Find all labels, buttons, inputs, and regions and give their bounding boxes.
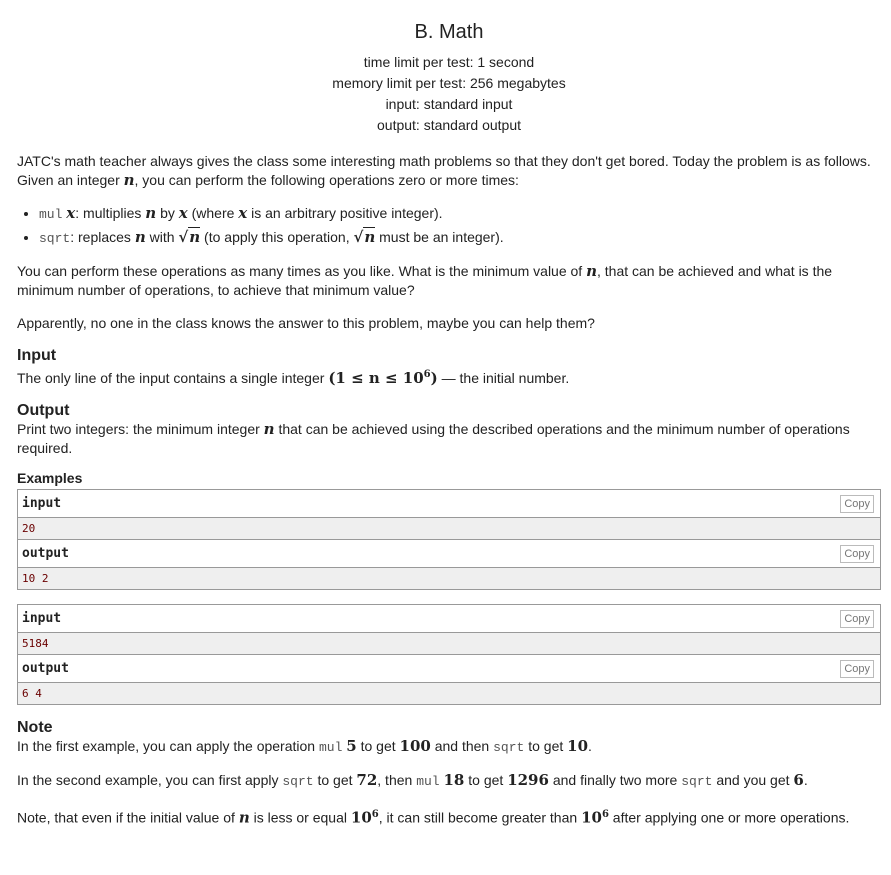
text: (where	[187, 205, 239, 221]
section-title: Note	[17, 719, 53, 736]
section-title: Input	[17, 347, 57, 364]
math: 18	[443, 771, 465, 789]
text: after applying one or more operations.	[608, 809, 850, 826]
exponent: 6	[423, 369, 431, 380]
math: (1 ≤ n ≤ 10	[328, 369, 424, 387]
code: sqrt	[493, 740, 525, 755]
exponent: 6	[371, 809, 379, 820]
output-file: output: standard output	[377, 117, 521, 133]
math-n: n	[134, 228, 146, 246]
input-specification	[17, 347, 881, 388]
math-n: n	[364, 228, 376, 246]
code: sqrt	[681, 774, 713, 789]
copy-output-button[interactable]: Copy	[840, 660, 874, 678]
math-n: n	[189, 228, 201, 246]
input-file: input: standard input	[385, 96, 513, 112]
text: .	[803, 772, 808, 788]
math-n: n	[123, 171, 135, 189]
text: to get	[464, 772, 508, 788]
math: 6	[793, 771, 804, 789]
text: : replaces	[70, 229, 135, 245]
math: 100	[399, 737, 431, 755]
math-n: n	[238, 808, 250, 827]
example-test-1	[17, 489, 881, 590]
sqrt-symbol: √	[353, 228, 364, 246]
list-item	[39, 226, 881, 250]
text: — the initial number.	[437, 370, 570, 386]
text: to get	[356, 738, 400, 754]
text: to get	[313, 772, 357, 788]
code: sqrt	[39, 231, 71, 246]
output-label: output	[22, 546, 69, 561]
section-title: Output	[17, 402, 70, 419]
math-n: n	[586, 262, 597, 280]
output-specification	[17, 402, 881, 458]
examples-title: Examples	[17, 470, 83, 486]
problem-statement	[0, 21, 891, 828]
output-data: 6 4	[18, 683, 880, 704]
math: 10	[581, 808, 602, 827]
exponent: 6	[601, 809, 609, 820]
math: 10	[567, 737, 589, 755]
input-data: 20	[18, 518, 880, 540]
operations-list	[17, 202, 881, 250]
math-x: x	[66, 204, 76, 222]
code: mul	[39, 207, 63, 222]
text: In the first example, you can apply the operation	[17, 738, 319, 754]
text: (to apply this operation,	[200, 229, 354, 245]
legend-paragraph-1	[17, 152, 881, 190]
list-item	[39, 202, 881, 226]
legend-paragraph-2	[17, 262, 881, 300]
math: 5	[346, 737, 357, 755]
text: with	[145, 229, 179, 245]
copy-input-button[interactable]: Copy	[840, 610, 874, 628]
math-n: n	[145, 204, 157, 222]
text: Print two integers: the minimum integer	[17, 421, 264, 437]
output-data: 10 2	[18, 568, 880, 589]
text: Note, that even if the initial value of	[17, 809, 239, 826]
text: to get	[524, 738, 568, 754]
examples	[17, 489, 881, 705]
text: You can perform these operations as many times as you like. What is the minimum value of	[17, 263, 587, 279]
text: and you get	[712, 772, 794, 788]
math: 1296	[507, 771, 549, 789]
text: is less or equal	[249, 809, 351, 826]
problem-header	[17, 52, 881, 136]
math: )	[430, 369, 438, 387]
time-limit: time limit per test: 1 second	[363, 54, 535, 70]
text: : multiplies	[75, 205, 146, 221]
math-n: n	[263, 420, 275, 438]
text: by	[156, 205, 179, 221]
code: mul	[416, 774, 440, 789]
input-data: 5184	[18, 633, 880, 655]
text: , you can perform the following operations zero or more times:	[134, 172, 519, 188]
output-label: output	[22, 661, 69, 676]
text: , then	[377, 772, 417, 788]
code: mul	[318, 740, 343, 755]
copy-output-button[interactable]: Copy	[840, 545, 874, 563]
problem-title: B. Math	[414, 21, 484, 43]
math: 72	[356, 771, 378, 789]
memory-limit: memory limit per test: 256 megabytes	[332, 75, 566, 91]
input-label: input	[22, 611, 62, 626]
math: 10	[350, 808, 372, 827]
text: and finally two more	[548, 772, 682, 788]
code: sqrt	[282, 774, 314, 789]
sqrt-symbol: √	[178, 228, 189, 246]
text: .	[588, 738, 592, 754]
example-test-2	[17, 604, 881, 705]
text: , that can be achieved and what is the minimum number of operations, to achieve that minimum value?	[17, 263, 833, 298]
math-constraint	[328, 369, 437, 387]
text: that can be achieved using the described operations and the minimum number of operations required.	[17, 421, 850, 456]
text: and then	[430, 738, 494, 754]
math-x: x	[178, 204, 188, 222]
math-x: x	[238, 204, 248, 222]
text: JATC's math teacher always gives the class some interesting math problems so that they don't get bored. Today the problem is as follows. Given an integer	[17, 153, 871, 188]
legend-paragraph-3: Apparently, no one in the class knows the answer to this problem, maybe you can help them?	[17, 315, 595, 331]
text: In the second example, you can first apply	[17, 772, 283, 788]
note-section	[17, 719, 881, 828]
text: must be an integer).	[375, 229, 504, 245]
input-label: input	[22, 496, 62, 511]
text: , it can still become greater than	[378, 809, 582, 826]
copy-input-button[interactable]: Copy	[840, 495, 874, 513]
text: is an arbitrary positive integer).	[247, 205, 443, 221]
text: The only line of the input contains a single integer	[17, 370, 329, 386]
